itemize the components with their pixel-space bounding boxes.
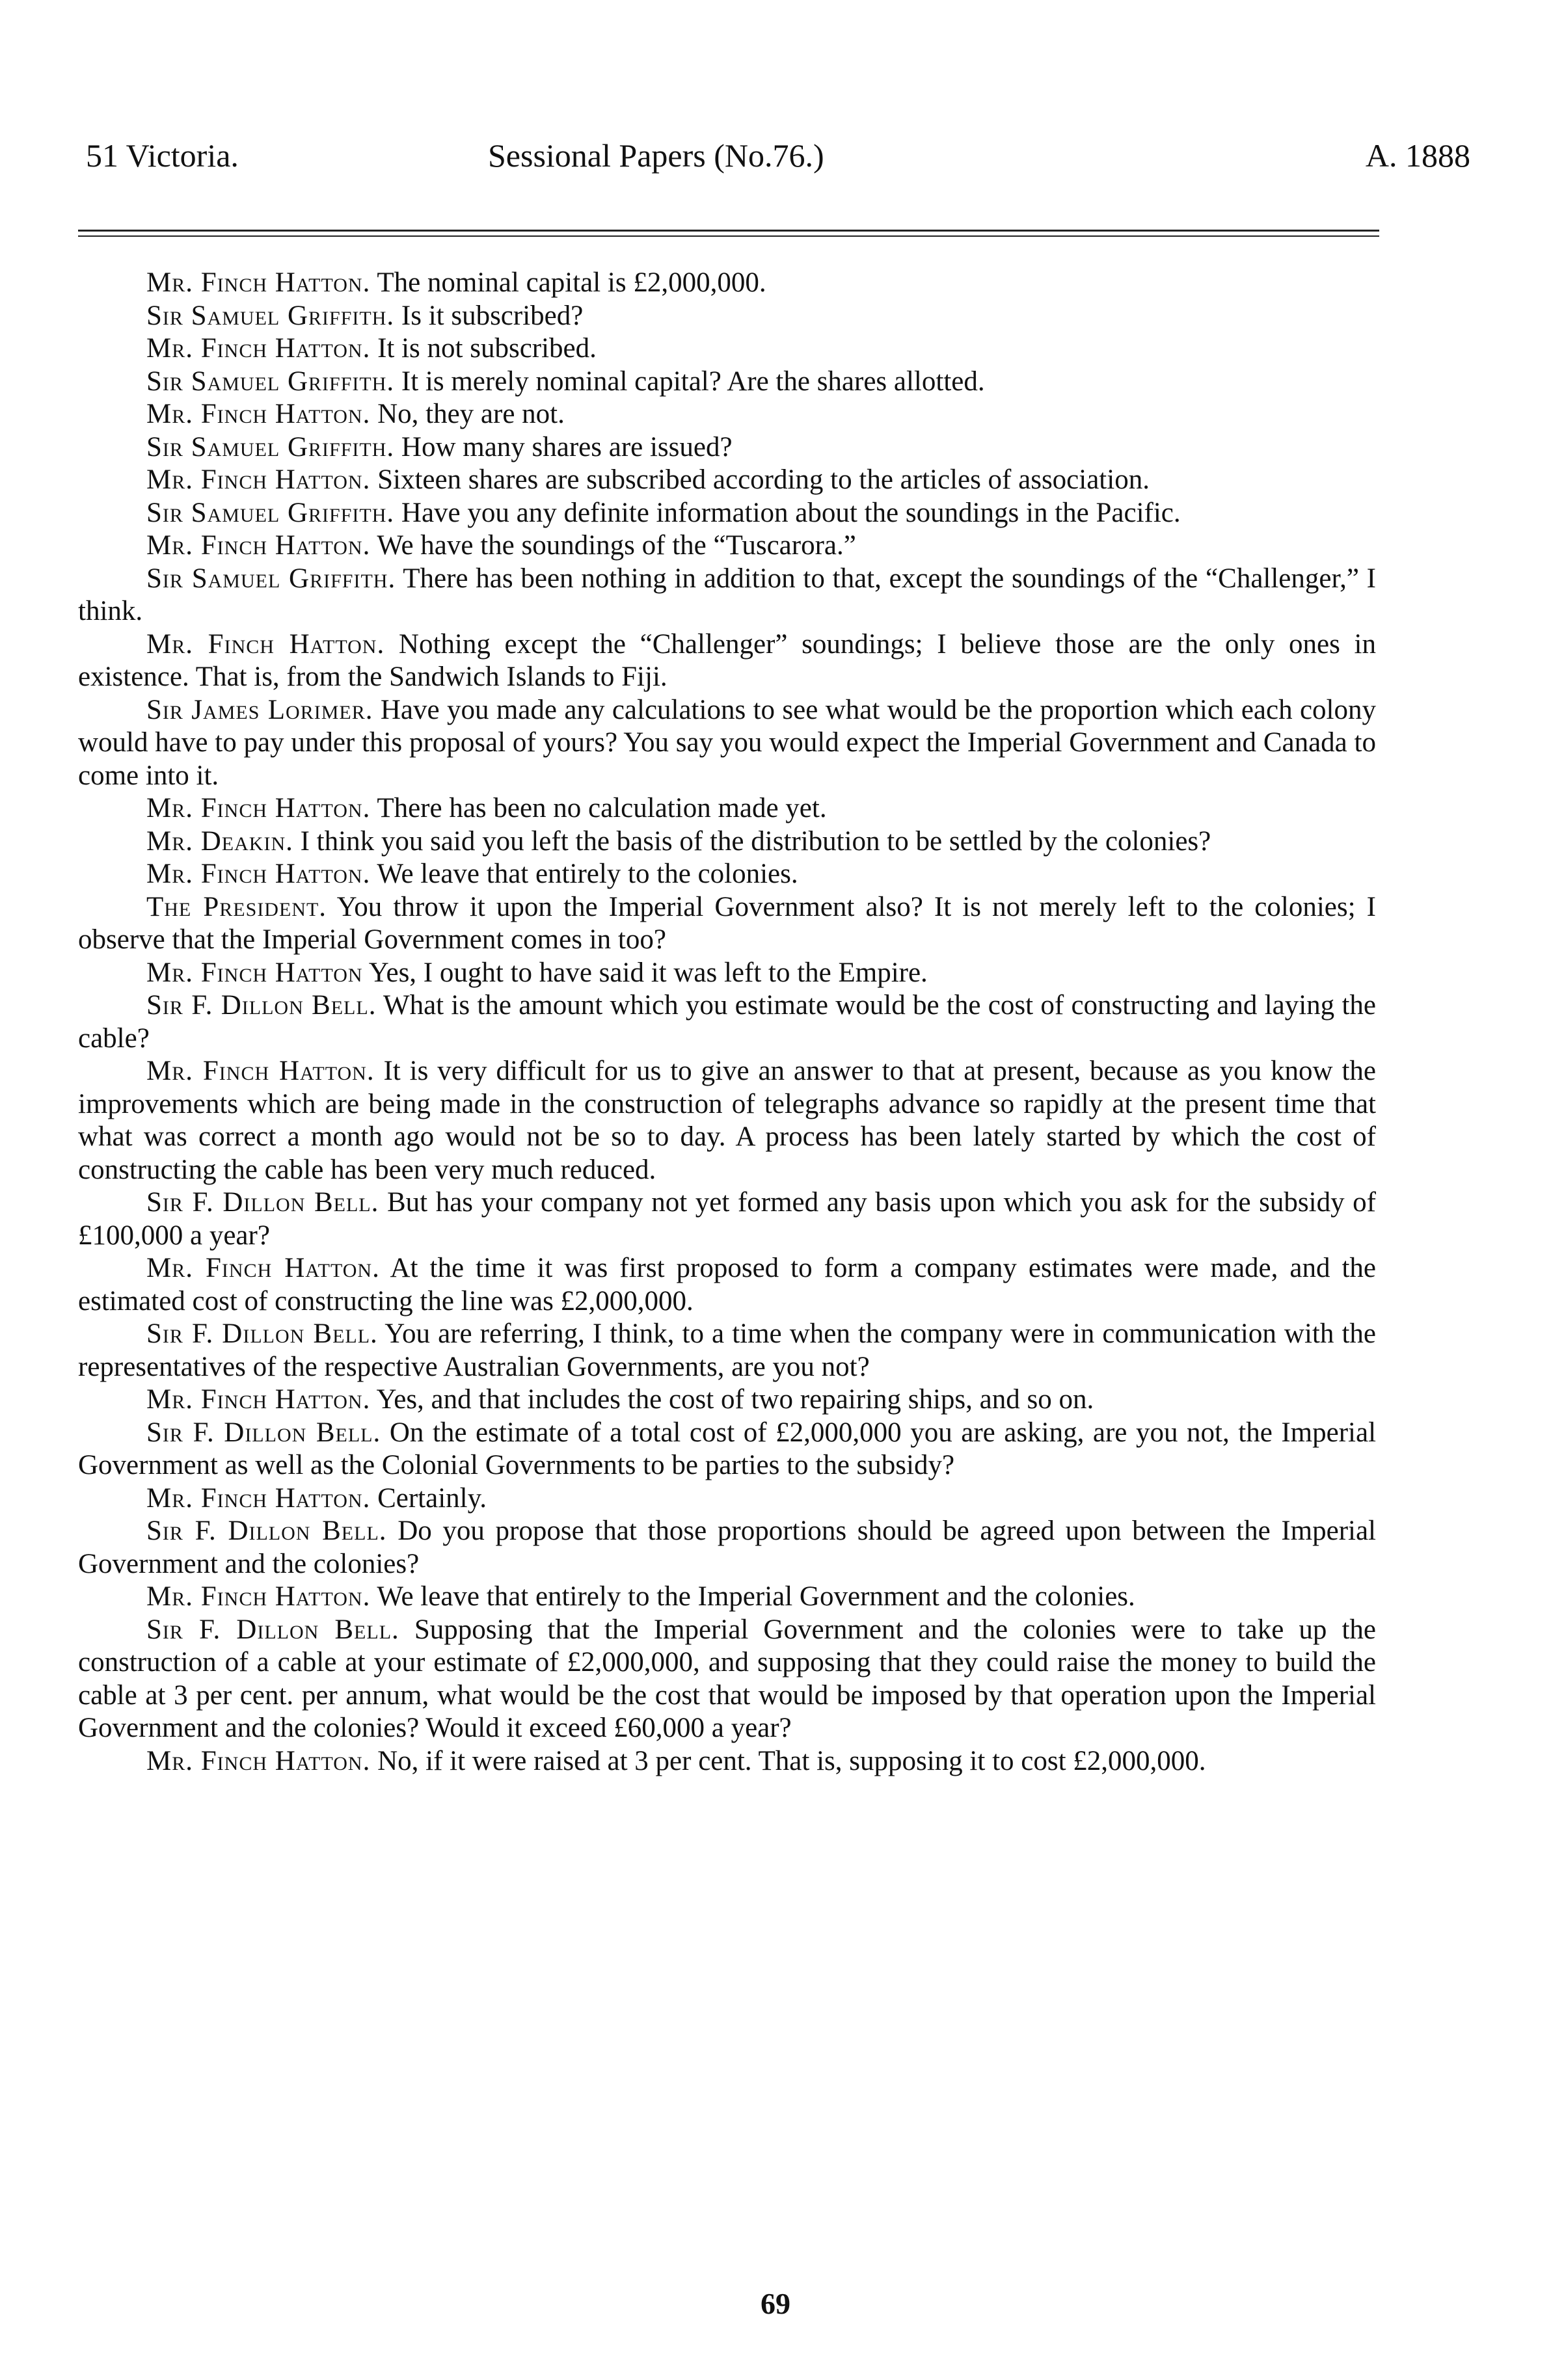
speaker-name: Mr. Finch Hatton (146, 957, 363, 988)
transcript-paragraph (78, 825, 1376, 859)
speaker-name: Sir James Lorimer. (146, 694, 373, 725)
speech-text: It is not subscribed. (377, 333, 597, 364)
speaker-name: Sir Samuel Griffith. (146, 497, 395, 528)
speech-text: But has your company not yet formed any basis upon which you ask for the subsidy of £100,000 a year? (78, 1187, 1377, 1251)
transcript-paragraph (78, 497, 1376, 530)
speaker-name: Mr. Finch Hatton. (146, 464, 371, 495)
speaker-name: Sir Samuel Griffith. (146, 431, 395, 462)
speech-text: I think you said you left the basis of the distribution to be settled by the colonies? (300, 825, 1211, 857)
speaker-name: Sir Samuel Griffith. (146, 366, 395, 397)
transcript-paragraph (78, 957, 1376, 990)
transcript-paragraph (78, 1515, 1376, 1581)
speech-text: Nothing except the “Challenger” soundings; I believe those are the only ones in existence. That is, from the Sandwich Islands to Fiji. (78, 628, 1377, 692)
speech-text: Have you made any calculations to see what would be the proportion which each colony would have to pay under this proposal of yours? You say you would expect the Imperial Government and Canada to come into it. (78, 694, 1376, 791)
speaker-name: Sir Samuel Griffith. (146, 563, 396, 594)
speaker-name: Mr. Finch Hatton. (146, 859, 371, 889)
speaker-name: Sir F. Dillon Bell. (146, 1417, 381, 1448)
speech-text: Supposing that the Imperial Government and the colonies were to take up the construction of a cable at your estimate of £2,000,000, and supposing that they could raise the money to build the cable at 3 per cent. per annum, what would be the cost that would be imposed by that operation upon the Imperial Government and the colonies? Would it exceed £60,000 a year? (78, 1614, 1377, 1743)
speaker-name: Mr. Finch Hatton. (146, 1745, 371, 1776)
speech-text: It is very difficult for us to give an answer to that at present, because as you know the improvements which are being made in the construction of telegraphs advance so rapidly at the present time that what was correct a month ago would not be so to day. A process has been lately started by which the cost of constructing the cable has been very much reduced. (78, 1056, 1377, 1185)
header-title: Sessional Papers (No.76.) (488, 137, 824, 174)
speaker-name: Sir Samuel Griffith. (146, 300, 395, 331)
speaker-name: Sir F. Dillon Bell. (146, 1318, 378, 1349)
speech-text: There has been nothing in addition to that, except the soundings of the “Challenger,” I think. (78, 563, 1377, 626)
transcript-paragraph (78, 1482, 1376, 1516)
header-year: A. 1888 (1365, 137, 1470, 174)
speaker-name: Sir F. Dillon Bell. (146, 990, 377, 1021)
speech-text: Do you propose that those proportions should be agreed upon between the Imperial Government and the colonies? (78, 1516, 1376, 1579)
speech-text: Is it subscribed? (401, 300, 584, 331)
transcript-paragraph (78, 1581, 1376, 1614)
speech-text: At the time it was first proposed to form a company estimates were made, and the estimated cost of constructing the line was £2,000,000. (78, 1253, 1376, 1317)
transcript-body (78, 267, 1376, 1778)
transcript-paragraph (78, 267, 1376, 300)
transcript-paragraph (78, 1318, 1376, 1384)
speaker-name: Mr. Finch Hatton. (146, 1253, 380, 1283)
transcript-paragraph (78, 1417, 1376, 1482)
speaker-name: Sir F. Dillon Bell. (146, 1516, 387, 1546)
speech-text: No, they are not. (377, 399, 565, 429)
transcript-paragraph (78, 628, 1376, 694)
speaker-name: Mr. Deakin. (146, 825, 293, 857)
speech-text: How many shares are issued? (401, 431, 733, 462)
speech-text: We leave that entirely to the Imperial Government and the colonies. (377, 1581, 1135, 1612)
transcript-paragraph (78, 1614, 1376, 1745)
transcript-paragraph (78, 1745, 1376, 1778)
header-rule-secondary (78, 235, 1379, 237)
speaker-name: Sir F. Dillon Bell. (146, 1187, 379, 1218)
transcript-paragraph (78, 792, 1376, 825)
speech-text: We have the soundings of the “Tuscarora.” (377, 530, 856, 561)
header-rule (78, 230, 1379, 232)
header-session: 51 Victoria. (86, 137, 239, 174)
speech-text: Certainly. (377, 1482, 487, 1514)
speech-text: Sixteen shares are subscribed according to the articles of association. (377, 464, 1150, 495)
transcript-paragraph (78, 694, 1376, 793)
speaker-name: Sir F. Dillon Bell. (146, 1614, 399, 1645)
transcript-paragraph (78, 1252, 1376, 1318)
transcript-paragraph (78, 1186, 1376, 1252)
running-header (78, 137, 1473, 195)
speaker-name: Mr. Finch Hatton. (146, 628, 385, 660)
speech-text: No, if it were raised at 3 per cent. That is, supposing it to cost £2,000,000. (377, 1745, 1206, 1776)
speech-text: On the estimate of a total cost of £2,000,000 you are asking, are you not, the Imperial Government as well as the Colonial Governments to be parties to the subsidy? (78, 1417, 1377, 1480)
speech-text: There has been no calculation made yet. (377, 793, 827, 823)
speech-text: The nominal capital is £2,000,000. (377, 267, 766, 298)
speaker-name: Mr. Finch Hatton. (146, 1482, 371, 1514)
speech-text: You are referring, I think, to a time when the company were in communication with the representatives of the respective Australian Governments, are you not? (78, 1318, 1376, 1382)
transcript-paragraph (78, 464, 1376, 497)
transcript-paragraph (78, 563, 1376, 628)
speech-text: It is merely nominal capital? Are the shares allotted. (401, 366, 985, 397)
speech-text: Have you any definite information about the soundings in the Pacific. (401, 497, 1181, 528)
speaker-name: Mr. Finch Hatton. (146, 399, 371, 429)
speaker-name: Mr. Finch Hatton. (146, 333, 371, 364)
speaker-name: The President. (146, 891, 327, 922)
speech-text: What is the amount which you estimate would be the cost of constructing and laying the cable? (78, 990, 1376, 1054)
speech-text: Yes, I ought to have said it was left to the Empire. (368, 957, 928, 988)
speaker-name: Mr. Finch Hatton. (146, 1056, 375, 1086)
page-number: 69 (761, 2287, 790, 2320)
transcript-paragraph (78, 332, 1376, 366)
transcript-paragraph (78, 891, 1376, 957)
speech-text: You throw it upon the Imperial Government also? It is not merely left to the colonies; I observe that the Imperial Government comes in too? (78, 891, 1376, 955)
speech-text: We leave that entirely to the colonies. (377, 859, 798, 889)
transcript-paragraph (78, 300, 1376, 333)
speaker-name: Mr. Finch Hatton. (146, 1384, 371, 1415)
transcript-paragraph (78, 989, 1376, 1055)
speaker-name: Mr. Finch Hatton. (146, 1581, 371, 1612)
speaker-name: Mr. Finch Hatton. (146, 793, 371, 823)
speech-text: Yes, and that includes the cost of two repairing ships, and so on. (376, 1384, 1094, 1415)
transcript-paragraph (78, 1055, 1376, 1186)
speaker-name: Mr. Finch Hatton. (146, 267, 371, 298)
transcript-paragraph (78, 366, 1376, 399)
transcript-paragraph (78, 1384, 1376, 1417)
transcript-paragraph (78, 398, 1376, 431)
transcript-paragraph (78, 529, 1376, 563)
transcript-paragraph (78, 431, 1376, 464)
transcript-paragraph (78, 858, 1376, 891)
speaker-name: Mr. Finch Hatton. (146, 530, 371, 561)
